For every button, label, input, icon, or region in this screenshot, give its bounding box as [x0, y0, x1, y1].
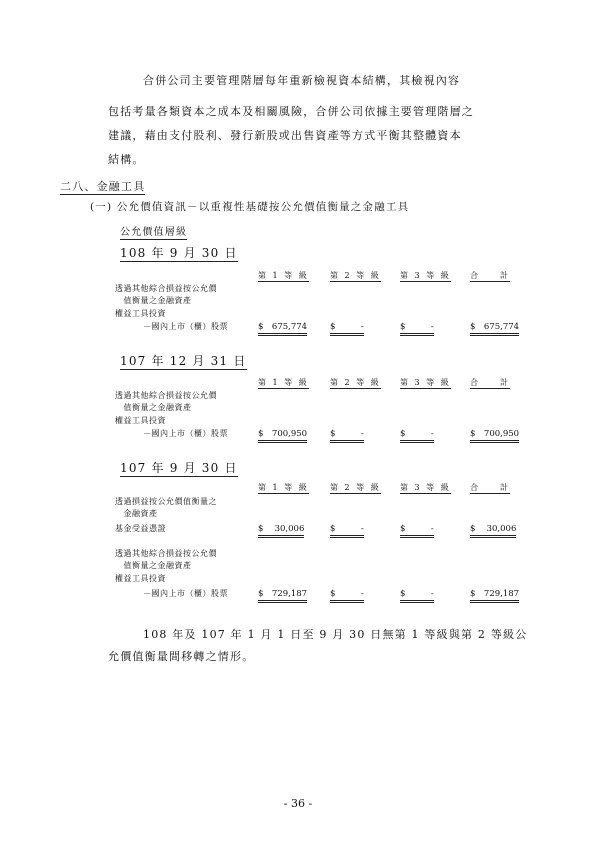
table-date: 108 年 9 月 30 日 [120, 246, 238, 260]
row-label: 基金受益憑證 [115, 524, 166, 533]
value-total: $ 729,187 [470, 587, 519, 599]
group-title-line: 值衡量之金融資產 [115, 403, 192, 412]
group-title-line: 值衡量之金融資產 [115, 296, 192, 305]
group-title-line: 透過其他綜合損益按公允價 [115, 284, 217, 293]
value-level3: $ - [400, 427, 434, 439]
paragraph-line: 結構。 [108, 153, 145, 166]
value-level1: $ 675,774 [258, 320, 307, 332]
paragraph-line: 108 年及 107 年 1 月 1 日至 9 月 30 日無第 1 等級與第 2 等級公 [143, 628, 528, 641]
column-header-level3: 第 3 等 級 [400, 271, 451, 280]
column-header-total: 合 計 [470, 378, 510, 387]
page-number: - 36 - [283, 797, 313, 810]
group-title-line: 透過其他綜合損益按公允價 [115, 549, 217, 558]
value-level2: $ - [330, 587, 364, 599]
group-title-line: 值衡量之金融資產 [115, 561, 192, 570]
table-date: 107 年 9 月 30 日 [120, 461, 238, 475]
row-label: －國內上市（櫃）股票 [143, 322, 228, 331]
row-label: －國內上市（櫃）股票 [143, 429, 228, 438]
column-header-level2: 第 2 等 級 [330, 483, 381, 492]
group-subtitle: 權益工具投資 [115, 309, 166, 318]
value-level3: $ - [400, 587, 434, 599]
group-title-line: 透過其他綜合損益按公允價 [115, 391, 217, 400]
value-level3: $ - [400, 522, 434, 534]
column-header-level2: 第 2 等 級 [330, 378, 381, 387]
paragraph-line: 允價值衡量間移轉之情形。 [108, 650, 255, 663]
group-title-line: 金融資產 [115, 509, 158, 518]
column-header-level3: 第 3 等 級 [400, 378, 451, 387]
value-total: $ 30,006 [470, 522, 516, 534]
paragraph-line: 合併公司主要管理階層每年重新檢視資本結構，其檢視內容 [143, 74, 461, 87]
column-header-level1: 第 1 等 級 [258, 271, 309, 280]
paragraph-line: 建議，藉由支付股利、發行新股或出售資產等方式平衡其整體資本 [108, 129, 462, 142]
column-header-total: 合 計 [470, 483, 510, 492]
group-subtitle: 權益工具投資 [115, 574, 166, 583]
column-header-level1: 第 1 等 級 [258, 483, 309, 492]
subsection-title: (一) 公允價值資訊－以重複性基礎按公允價值衡量之金融工具 [90, 201, 410, 213]
value-level1: $ 729,187 [258, 587, 307, 599]
value-total: $ 675,774 [470, 320, 519, 332]
column-header-level3: 第 3 等 級 [400, 483, 451, 492]
row-label: －國內上市（櫃）股票 [143, 589, 228, 598]
value-level2: $ - [330, 522, 364, 534]
group-subtitle: 權益工具投資 [115, 416, 166, 425]
column-header-level2: 第 2 等 級 [330, 271, 381, 280]
table-date: 107 年 12 月 31 日 [120, 354, 247, 368]
level-heading: 公允價值層級 [120, 227, 188, 238]
column-header-level1: 第 1 等 級 [258, 378, 309, 387]
paragraph-line: 包括考量各類資本之成本及相關風險，合併公司依據主要管理階層之 [108, 105, 474, 118]
value-level2: $ - [330, 320, 364, 332]
section-title: 二八、金融工具 [60, 180, 146, 193]
value-level2: $ - [330, 427, 364, 439]
value-level1: $ 30,006 [258, 522, 304, 534]
value-level3: $ - [400, 320, 434, 332]
column-header-total: 合 計 [470, 271, 510, 280]
group-title-line: 透過損益按公允價值衡量之 [115, 497, 217, 506]
value-level1: $ 700,950 [258, 427, 307, 439]
value-total: $ 700,950 [470, 427, 519, 439]
